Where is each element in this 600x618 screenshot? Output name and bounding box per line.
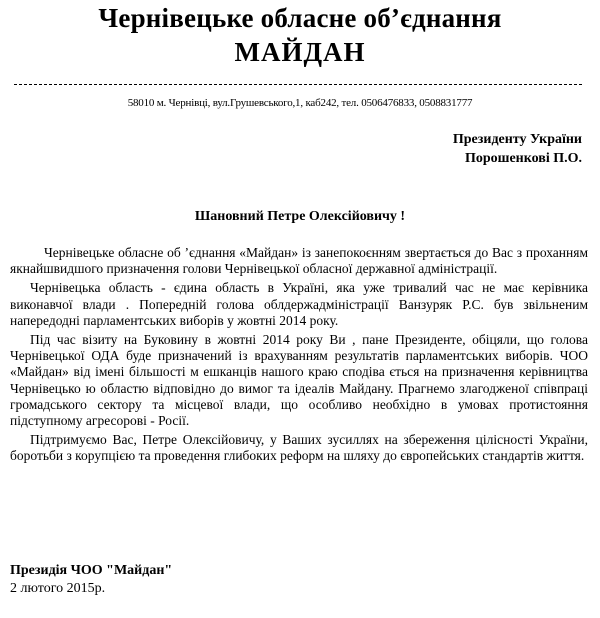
paragraph: Під час візиту на Буковину в жовтні 2014 року Ви , пане Президенте, обіцяли, що голова Чернівецької ОДА буде призначений із врахуванням результатів парламентських виборів. ЧОО «Майдан» від імені більшості м ешканців нашого краю сподіва ється на призначення керівництва Чернівецько ю областю відповідно до вимог та ідеалів Майдану. Прагнемо злагодженої співпраці громадського сектору та місцевої влади, що особливо необхідно в умовах протистояння підступному агресорові - Росії. bbox=[10, 332, 588, 429]
recipient-title: Президенту України bbox=[452, 132, 582, 147]
signature: Президія ЧОО "Майдан" bbox=[10, 563, 173, 578]
organization-address: 58010 м. Чернівці, вул.Грушевського,1, каб242, тел. 0506476833, 0508831777 bbox=[127, 97, 473, 109]
header-divider bbox=[14, 84, 582, 85]
organization-name: Чернівецьке обласне об’єднання bbox=[98, 3, 502, 33]
paragraph: Чернівецьке обласне об ’єднання «Майдан» із занепокоєнням звертається до Вас з проханням якнайшвидшого призначення голови Чернівецької обласної державної адміністрації. bbox=[10, 245, 588, 277]
letter-body bbox=[10, 245, 588, 468]
paragraph: Чернівецька область - єдина область в Україні, яка уже тривалий час не має керівника виконавчої влади . Попередній голова облдержадміністрації Ванзуряк Р.С. був звільненим напередодні парламентських виборів у жовтні 2014 року. bbox=[10, 280, 588, 328]
letter-date: 2 лютого 2015р. bbox=[10, 581, 106, 596]
salutation: Шановний Петре Олексійовичу ! bbox=[194, 209, 406, 224]
recipient-name: Порошенкові П.О. bbox=[464, 151, 582, 166]
organization-title: МАЙДАН bbox=[234, 37, 366, 67]
recipient-block bbox=[453, 130, 582, 168]
paragraph: Підтримуємо Вас, Петре Олексійовичу, у Ваших зусиллях на збереження цілісності України, боротьби з корупцією та проведення глибоких реформ на шляху до європейських стандартів життя. bbox=[10, 432, 588, 464]
